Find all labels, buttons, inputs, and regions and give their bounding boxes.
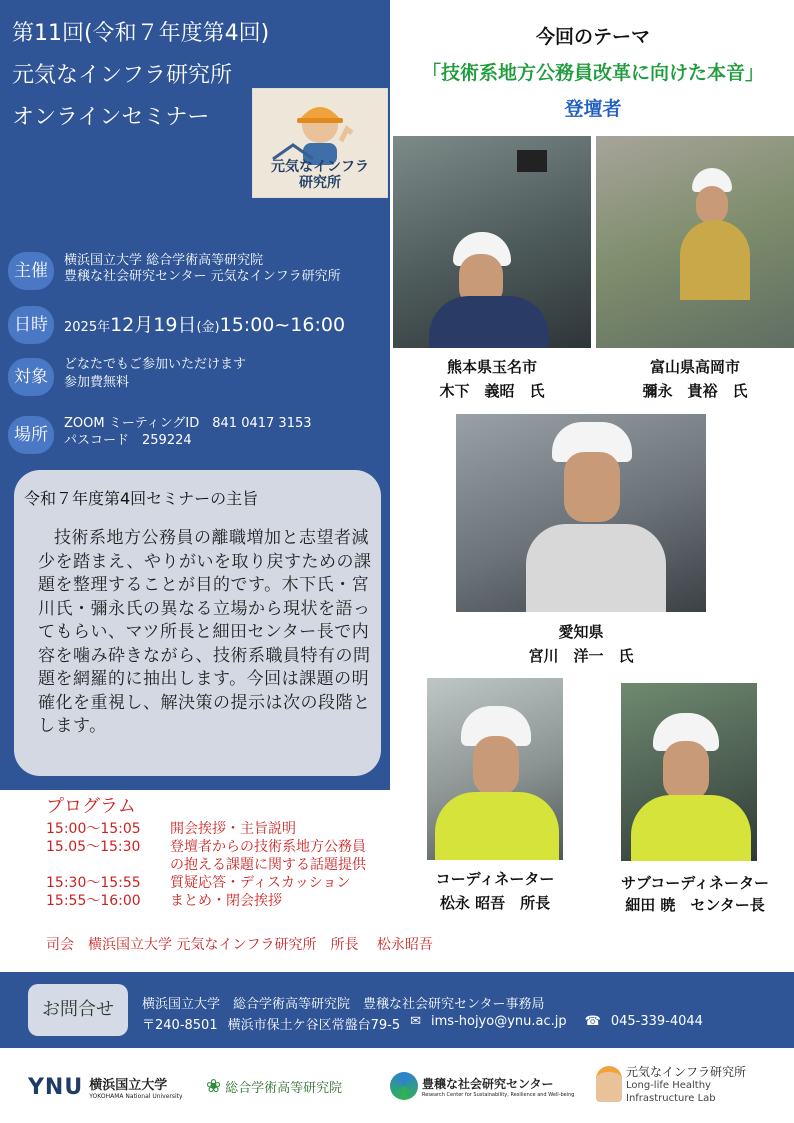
host-tag: 主催 [8,252,54,290]
purpose-title: 令和７年度第4回セミナーの主旨 [24,489,259,508]
speaker-photo-iyanaga [596,136,794,348]
program-desc: まとめ・閉会挨拶 [170,893,282,909]
target-line-2: 参加費無料 [64,375,130,390]
logo-text: 元気なインフラ 研究所 [271,159,369,191]
program-time [46,856,170,874]
host-line-2: 豊穣な社会研究センター 元気なインフラ研究所 [64,269,341,284]
moderator: 司会 横浜国立大学 元気なインフラ研究所 所長 松永昭吾 [46,937,433,953]
purpose-body: 技術系地方公務員の離職増加と志望者減少を踏まえ、やりがいを取り戻すための課題を整理することが目的です。木下氏・宮川氏・彌永氏の異なる立場から現状を語ってもらい、マツ所長と細田センター長で内容を噛み砕きながら、技術系職員特有の問題を網羅的に抽出します。今回は課題の明確化を重視し、解決策の提示は次の段階とします。 [38,528,372,736]
speaker-name: 彌永 貴裕 氏 [642,382,748,400]
speaker-name: 木下 義昭 氏 [439,382,545,400]
program-heading: プログラム [46,796,136,817]
date-year: 2025年 [64,320,111,335]
lab-logo [596,1066,746,1105]
ynu-logo [28,1074,183,1100]
target-line-1: どなたでもご参加いただけます [64,357,247,372]
lab-name: 元気なインフラ研究所 [626,1065,747,1079]
speaker-region: 富山県高岡市 [649,358,740,376]
ias-name: 総合学術高等研究院 [225,1081,343,1096]
date-dow: (金) [196,320,220,335]
contact-organization: 横浜国立大学 総合学術高等研究院 豊穣な社会研究センター事務局 [142,997,545,1012]
program-time: 15:00～15:05 [46,821,141,837]
rcs-logo [390,1072,575,1100]
speaker-photo-miyagawa [456,414,706,612]
rcs-name: 豊穣な社会研究センター [422,1076,554,1091]
speaker-photo-kinoshita [393,136,591,348]
phone-icon: ☎ [584,1014,601,1029]
date-month-day: 12月19日 [110,314,197,336]
place-tag: 場所 [8,416,54,454]
seminar-type: オンラインセミナー [12,105,210,130]
date-value [64,312,345,341]
ias-logo [206,1076,342,1097]
program-row [46,838,366,856]
program-desc: 開会挨拶・主旨説明 [170,821,296,837]
ynu-mark: YNU [28,1074,84,1100]
program [46,796,366,910]
rcs-english: Research Center for Sustainability, Resilience and Well-being [422,1091,575,1098]
institute-logo [252,88,388,198]
lab-english-2: Infrastructure Lab [626,1093,716,1104]
contact-postal: 〒240-8501 [142,1018,218,1033]
sub-coordinator-role: サブコーディネーター [620,874,770,892]
host-line-1: 横浜国立大学 総合学術高等研究院 [64,253,264,268]
seminar-number: 第11回(令和７年度第4回) [12,21,270,46]
speaker-region: 熊本県玉名市 [446,358,537,376]
coordinator-photo [427,678,563,860]
program-desc: 登壇者からの技術系地方公務員 [170,839,366,855]
coordinator-role: コーディネーター [435,870,555,888]
program-desc: 質疑応答・ディスカッション [170,875,351,891]
ynu-english: YOKOHAMA National University [89,1093,183,1100]
institute-name: 元気なインフラ研究所 [12,63,233,88]
speakers-label: 登壇者 [564,98,622,120]
date-time: 15:00~16:00 [219,314,346,336]
sub-coordinator-photo [621,683,757,861]
contact-phone: 045-339-4044 [610,1014,703,1029]
sub-coordinator-name: 細田 暁 センター長 [625,896,765,914]
program-row [46,874,366,892]
mail-icon: ✉ [410,1014,422,1029]
passcode: パスコード 259224 [64,433,192,448]
speaker-region: 愛知県 [558,623,604,641]
ias-leaf-icon: ❀ [206,1076,222,1097]
program-row [46,856,366,874]
program-time: 15:30～15:55 [46,875,141,891]
worker-mascot-icon [596,1066,622,1102]
globe-icon [390,1072,418,1100]
program-desc: の抱える課題に関する話題提供 [170,857,366,873]
contact-email[interactable]: ims-hojyo@ynu.ac.jp [431,1014,567,1029]
lab-english-1: Long-life Healthy [626,1080,711,1091]
date-tag: 日時 [8,306,54,344]
speaker-name: 宮川 洋一 氏 [528,647,634,665]
contact-label: お問合せ [28,984,128,1036]
theme-label: 今回のテーマ [535,26,650,48]
zoom-id: ZOOM ミーティングID 841 0417 3153 [64,416,312,431]
contact-details [142,1014,703,1033]
program-time: 15:55～16:00 [46,893,141,909]
program-row [46,892,366,910]
program-row [46,820,366,838]
theme-title: 「技術系地方公務員改革に向けた本音」 [421,62,764,84]
coordinator-name: 松永 昭吾 所長 [439,894,551,912]
program-time: 15.05～15:30 [46,839,141,855]
target-tag: 対象 [8,358,54,396]
ynu-name: 横浜国立大学 [89,1078,168,1093]
contact-address: 横浜市保土ケ谷区常盤台79-5 [227,1018,401,1033]
